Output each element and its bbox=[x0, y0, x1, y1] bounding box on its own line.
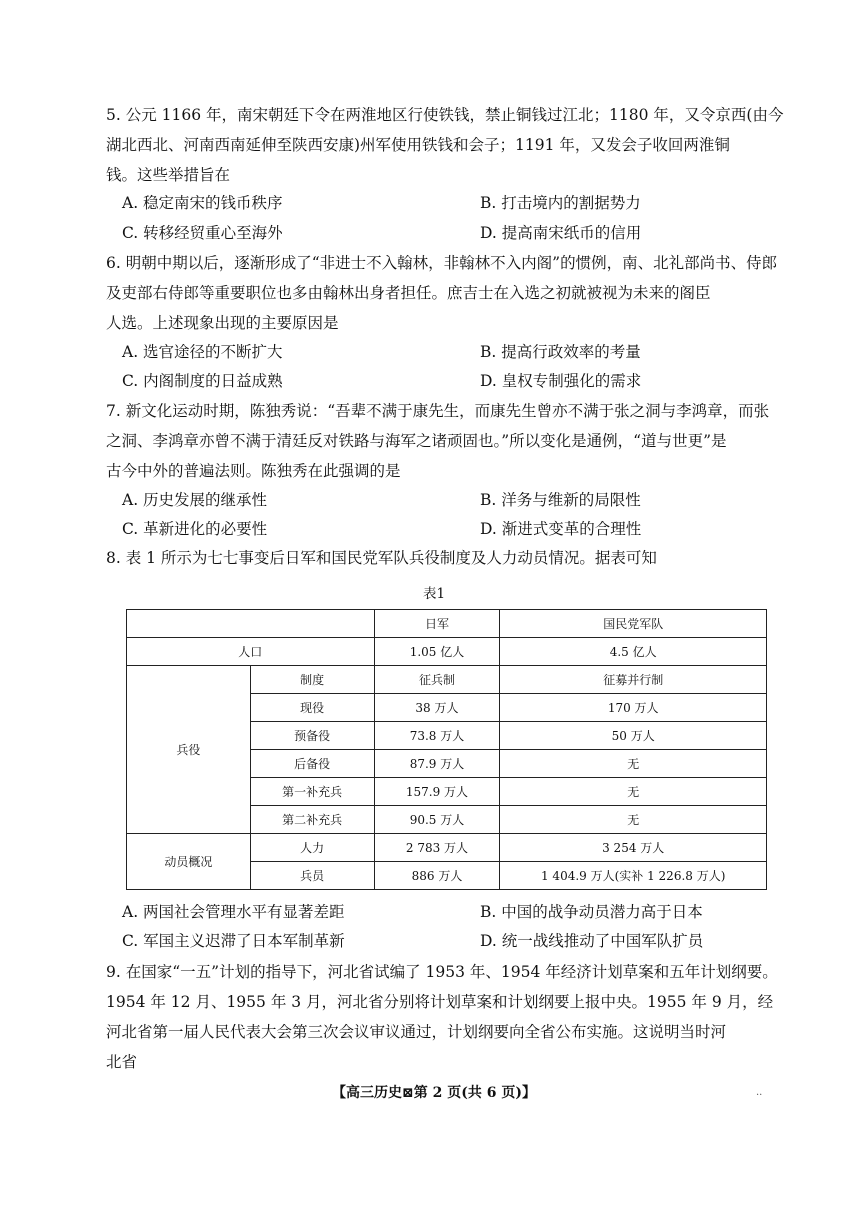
option-c: C. 转移经贸重心至海外 bbox=[122, 224, 283, 242]
table-cell: 无 bbox=[500, 806, 767, 834]
question-line: 河北省第一届人民代表大会第三次会议审议通过，计划纲要向全省公布实施。这说明当时河 bbox=[106, 1023, 727, 1041]
table-cell: 38 万人 bbox=[374, 694, 500, 722]
table-cell: 征募并行制 bbox=[500, 666, 767, 694]
table-row bbox=[127, 666, 767, 694]
question-9 bbox=[106, 957, 786, 1077]
table-header-row bbox=[127, 610, 767, 638]
table-corner-cell bbox=[127, 610, 375, 638]
table-cell: 3 254 万人 bbox=[500, 834, 767, 862]
table-cell: 征兵制 bbox=[374, 666, 500, 694]
option-a: A. 两国社会管理水平有显著差距 bbox=[122, 903, 345, 921]
question-8 bbox=[106, 543, 786, 573]
data-table bbox=[126, 609, 767, 890]
question-line: 及吏部右侍郎等重要职位也多由翰林出身者担任。庶吉士在入选之初就被视为未来的阁臣 bbox=[106, 284, 711, 302]
table-cell: 2 783 万人 bbox=[374, 834, 500, 862]
corner-mark: .. bbox=[756, 1087, 763, 1098]
row-label: 第二补充兵 bbox=[250, 806, 374, 834]
question-line: 古今中外的普遍法则。陈独秀在此强调的是 bbox=[106, 462, 401, 480]
group-label: 兵役 bbox=[127, 666, 251, 834]
table-cell: 4.5 亿人 bbox=[500, 638, 767, 666]
row-label: 预备役 bbox=[250, 722, 374, 750]
table-cell: 无 bbox=[500, 778, 767, 806]
group-label: 动员概况 bbox=[127, 834, 251, 890]
question-line: 之洞、李鸿章亦曾不满于清廷反对铁路与海军之诸顽固也。”所以变化是通例，“道与世更”是 bbox=[106, 432, 727, 450]
row-label: 现役 bbox=[250, 694, 374, 722]
table-header-cell: 国民党军队 bbox=[500, 610, 767, 638]
table-header-cell: 日军 bbox=[374, 610, 500, 638]
table-cell: 50 万人 bbox=[500, 722, 767, 750]
table-cell: 170 万人 bbox=[500, 694, 767, 722]
table-cell: 1 404.9 万人(实补 1 226.8 万人) bbox=[500, 862, 767, 890]
table-cell: 157.9 万人 bbox=[374, 778, 500, 806]
option-b: B. 中国的战争动员潜力高于日本 bbox=[480, 903, 703, 921]
question-6 bbox=[106, 248, 786, 338]
table-cell: 886 万人 bbox=[374, 862, 500, 890]
question-line: 7. 新文化运动时期，陈独秀说：“吾辈不满于康先生，而康先生曾亦不满于张之洞与李鸿章，而张 bbox=[106, 402, 770, 420]
table-caption: 表1 bbox=[422, 586, 446, 602]
option-b: B. 提高行政效率的考量 bbox=[480, 343, 641, 361]
row-label: 制度 bbox=[250, 666, 374, 694]
question-line: 8. 表 1 所示为七七事变后日军和国民党军队兵役制度及人力动员情况。据表可知 bbox=[106, 549, 657, 567]
option-b: B. 洋务与维新的局限性 bbox=[480, 491, 641, 509]
option-c: C. 内阁制度的日益成熟 bbox=[122, 372, 283, 390]
option-c: C. 军国主义迟滞了日本军制革新 bbox=[122, 932, 345, 950]
table-cell: 无 bbox=[500, 750, 767, 778]
table-row bbox=[127, 834, 767, 862]
question-line: 钱。这些举措旨在 bbox=[106, 166, 231, 184]
option-c: C. 革新进化的必要性 bbox=[122, 520, 268, 538]
row-label: 兵员 bbox=[250, 862, 374, 890]
row-label: 第一补充兵 bbox=[250, 778, 374, 806]
question-line: 人选。上述现象出现的主要原因是 bbox=[106, 314, 339, 332]
table-cell: 1.05 亿人 bbox=[374, 638, 500, 666]
row-label: 人力 bbox=[250, 834, 374, 862]
question-line: 6. 明朝中期以后，逐渐形成了“非进士不入翰林，非翰林不入内阁”的惯例，南、北礼部尚书、侍郎 bbox=[106, 254, 778, 272]
table-cell: 87.9 万人 bbox=[374, 750, 500, 778]
page-footer: 【高三历史⊠第 2 页(共 6 页)】 bbox=[332, 1085, 536, 1101]
option-d: D. 皇权专制强化的需求 bbox=[480, 372, 642, 390]
option-d: D. 统一战线推动了中国军队扩员 bbox=[480, 932, 704, 950]
question-line: 9. 在国家“一五”计划的指导下，河北省试编了 1953 年、1954 年经济计划草案和五年计划纲要。 bbox=[106, 963, 778, 981]
option-b: B. 打击境内的割据势力 bbox=[480, 194, 641, 212]
row-label: 人口 bbox=[127, 638, 375, 666]
question-line: 5. 公元 1166 年，南宋朝廷下令在两淮地区行使铁钱，禁止铜钱过江北；1180 年，又令京西(由今 bbox=[106, 106, 784, 124]
row-label: 后备役 bbox=[250, 750, 374, 778]
question-5 bbox=[106, 100, 786, 190]
option-d: D. 提高南宋纸币的信用 bbox=[480, 224, 642, 242]
option-a: A. 历史发展的继承性 bbox=[122, 491, 268, 509]
question-7 bbox=[106, 396, 786, 486]
question-line: 1954 年 12 月、1955 年 3 月，河北省分别将计划草案和计划纲要上报中央。1955 年 9 月，经 bbox=[106, 993, 774, 1011]
option-a: A. 选官途径的不断扩大 bbox=[122, 343, 283, 361]
option-d: D. 渐进式变革的合理性 bbox=[480, 520, 642, 538]
question-line: 湖北西北、河南西南延伸至陕西安康)州军使用铁钱和会子；1191 年，又发会子收回两淮铜 bbox=[106, 136, 730, 154]
question-line: 北省 bbox=[106, 1053, 138, 1071]
table-cell: 73.8 万人 bbox=[374, 722, 500, 750]
table-cell: 90.5 万人 bbox=[374, 806, 500, 834]
option-a: A. 稳定南宋的钱币秩序 bbox=[122, 194, 283, 212]
table-row bbox=[127, 638, 767, 666]
